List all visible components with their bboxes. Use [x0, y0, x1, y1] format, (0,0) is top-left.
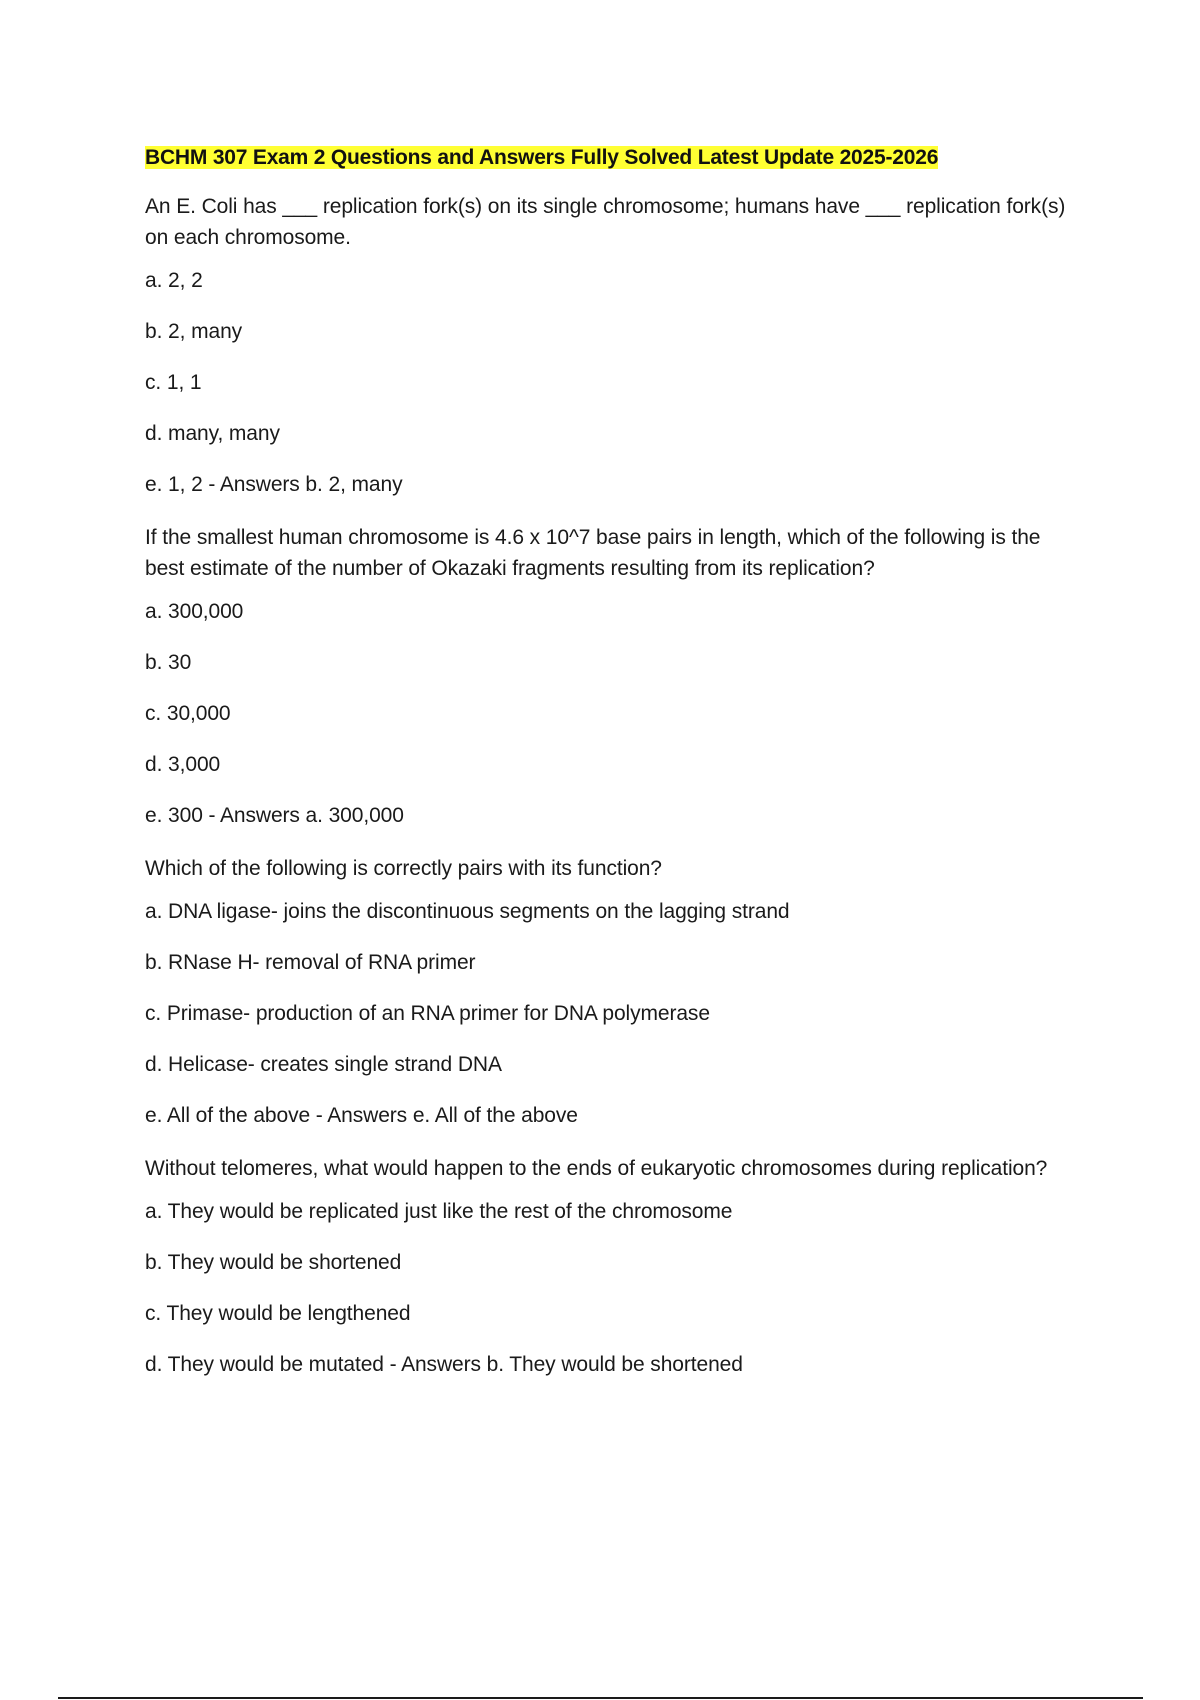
question-2-option-e: e. 300 - Answers a. 300,000	[145, 804, 404, 827]
footer-divider	[58, 1697, 1143, 1699]
question-1-text: An E. Coli has ___ replication fork(s) on its single chromosome; humans have ___ replication fork(s) on each chromosome.	[145, 195, 1066, 249]
question-3-text: Which of the following is correctly pairs with its function?	[145, 857, 662, 880]
document-content	[145, 144, 1085, 1402]
question-3-option-d: d. Helicase- creates single strand DNA	[145, 1053, 502, 1076]
question-2-option-b: b. 30	[145, 651, 192, 674]
question-3-option-b: b. RNase H- removal of RNA primer	[145, 951, 476, 974]
question-4-text: Without telomeres, what would happen to the ends of eukaryotic chromosomes during replication?	[145, 1157, 1048, 1180]
question-2-option-a: a. 300,000	[145, 600, 244, 623]
question-2-text: If the smallest human chromosome is 4.6 x 10^7 base pairs in length, which of the following is the best estimate of the number of Okazaki fragments resulting from its replication?	[145, 526, 1041, 580]
question-2-option-c: c. 30,000	[145, 702, 231, 725]
question-block-1	[145, 191, 1085, 499]
title-wrap	[145, 144, 1085, 174]
question-2-option-d: d. 3,000	[145, 753, 221, 776]
question-4-option-a: a. They would be replicated just like the rest of the chromosome	[145, 1200, 733, 1223]
question-3-option-e: e. All of the above - Answers e. All of the above	[145, 1104, 578, 1127]
question-3-option-c: c. Primase- production of an RNA primer for DNA polymerase	[145, 1002, 710, 1025]
question-4-option-d: d. They would be mutated - Answers b. They would be shortened	[145, 1353, 743, 1376]
document-title: BCHM 307 Exam 2 Questions and Answers Fully Solved Latest Update 2025-2026	[145, 146, 939, 169]
question-3-option-a: a. DNA ligase- joins the discontinuous segments on the lagging strand	[145, 900, 790, 923]
question-1-option-a: a. 2, 2	[145, 269, 203, 292]
question-block-4	[145, 1153, 1085, 1379]
question-block-2	[145, 522, 1085, 830]
question-1-option-c: c. 1, 1	[145, 371, 202, 394]
question-1-option-e: e. 1, 2 - Answers b. 2, many	[145, 473, 403, 496]
question-block-3	[145, 853, 1085, 1130]
question-1-option-b: b. 2, many	[145, 320, 243, 343]
question-1-option-d: d. many, many	[145, 422, 280, 445]
question-4-option-c: c. They would be lengthened	[145, 1302, 411, 1325]
question-4-option-b: b. They would be shortened	[145, 1251, 402, 1274]
